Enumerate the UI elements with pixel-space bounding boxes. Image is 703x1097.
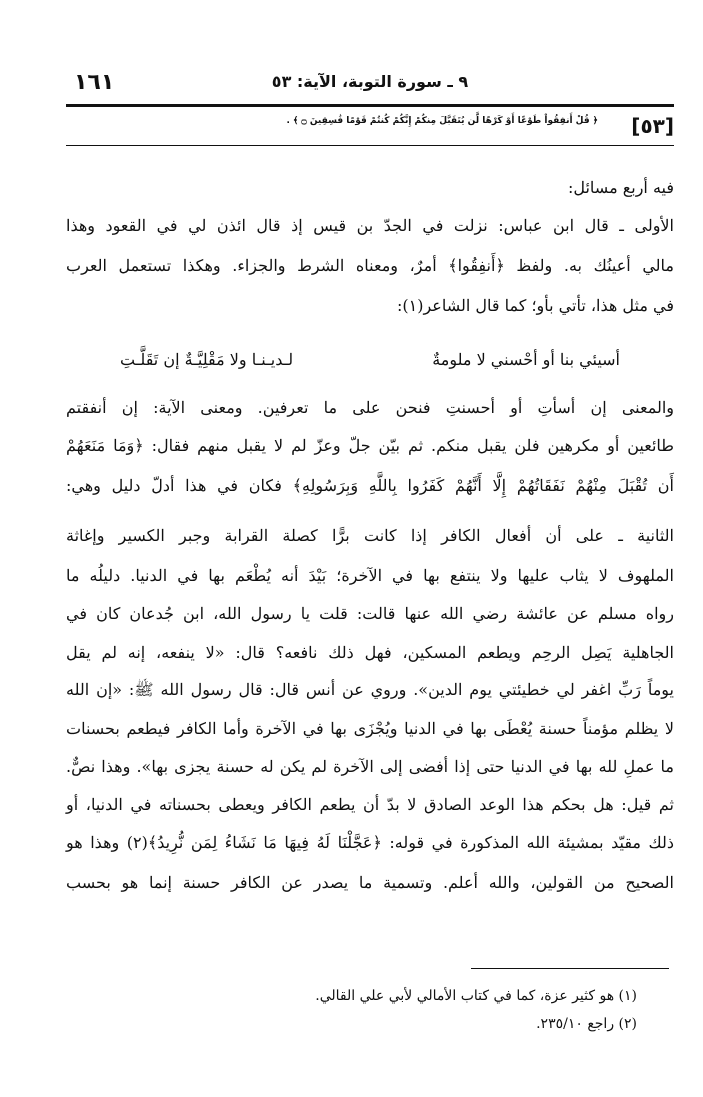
page-number: ١٦١: [74, 70, 115, 95]
poem-hemistich-second: لـديـنـا ولا مَقْلِيَّـةٌ إن تَقَلَّـتِ: [120, 350, 294, 369]
paragraph-line: يوماً رَبِّ اغفر لي خطيئتي يوم الدين». وروي عن أنس قال: قال رسول الله ﷺ: «إن الله: [66, 680, 674, 699]
running-title: ٩ ـ سورة التوبة، الآية: ٥٣: [271, 72, 469, 91]
footnote-divider: [471, 968, 669, 969]
page-header: [66, 68, 674, 98]
poem-hemistich-first: أسيئي بنا أو أحْسني لا ملومةٌ: [432, 350, 620, 369]
paragraph-line: ما عملِ لله بها في الدنيا حتى إذا أفضى إلى الآخرة لم يكن له حسنة يجزى بها». وهذا نصٌّ.: [66, 757, 674, 776]
intro-line: فيه أربع مسائل:: [567, 178, 674, 197]
paragraph-line: لا يظلم مؤمناً حسنة يُعْطَى بها في الدنيا ويُجْزَى بها في الآخرة وأما الكافر فيطعم بحسنات: [66, 719, 674, 738]
verse-heading: [66, 104, 674, 146]
paragraph-line: الثانية ـ على أن أفعال الكافر إذا كانت برًّا كصلة القرابة وجبر الكسير وإغاثة: [66, 526, 674, 545]
paragraph-line: الجاهلية يَصِل الرحِم ويطعم المسكين، فهل ذلك نافعه؟ قال: «لا ينفعه، إنه لم يقل: [66, 643, 674, 662]
paragraph-line: الصحيح من القولين، والله أعلم. وتسمية ما يصدر عن الكافر حسنة إنما هو بحسب: [66, 873, 674, 892]
verse-text: ﴿ قُلْ أَنفِقُواْ طَوْعًا أَوْ كَرْهًا لَّن يُتَقَبَّلَ مِنكُمْ إِنَّكُمْ كُنتُمْ قَوْمًا فَٰسِقِينَ ۝ ﴾ .: [286, 116, 598, 126]
paragraph-line: في مثل هذا، تأتي بأو؛ كما قال الشاعر(١):: [396, 296, 674, 315]
footnote: (١) هو كثير عزة، كما في كتاب الأمالي لأبي علي القالي.: [315, 988, 637, 1004]
paragraph-line: رواه مسلم عن عائشة رضي الله عنها قالت: قلت يا رسول الله، ابن جُدعان كان في: [66, 604, 674, 623]
paragraph-line: الملهوف لا يثاب عليها ولا ينتفع بها في الآخرة؛ بَيْدَ أنه يُطْعَم بها في الدنيا. دليلُه ما: [66, 566, 674, 585]
paragraph-line: أَن تُقْبَلَ مِنْهُمْ نَفَقَاتُهُمْ إِلَّا أَنَّهُمْ كَفَرُوا بِاللَّهِ وَبِرَسُولِهِ﴾ فكان في هذا أدلّ دليل وهي:: [66, 476, 674, 495]
paragraph-line: والمعنى إن أسأتِ أو أحسنتِ فنحن على ما تعرفين. ومعنى الآية: إن أنفقتم: [66, 398, 674, 417]
paragraph-line: الأولى ـ قال ابن عباس: نزلت في الجدّ بن قيس إذ قال ائذن لي في القعود وهذا: [66, 216, 674, 235]
paragraph-line: طائعين أو مكرهين فلن يقبل منكم. ثم بيّن جلّ وعزّ لم لا يقبل منهم فقال: ﴿وَمَا مَنَعَهُمْ: [66, 436, 674, 455]
paragraph-line: ذلك مقيّد بمشيئة الله المذكورة في قوله: ﴿عَجَّلْنَا لَهُ فِيهَا مَا نَشَاءُ لِمَن نُّرِيدُ﴾(٢) وهذا هو: [66, 833, 675, 852]
paragraph-line: مالي أعينُك به. ولفظ ﴿أَنفِقُوا﴾ أمرٌ، ومعناه الشرط والجزاء. وهكذا تستعمل العرب: [66, 256, 675, 275]
paragraph-line: ثم قيل: هل بحكم هذا الوعد الصادق لا بدّ أن يطعم الكافر ويعطى بحسناته في الدنيا، أو: [66, 795, 674, 814]
footnote: (٢) راجع ٢٣٥/١٠.: [536, 1016, 637, 1032]
verse-number: [٥٣]: [631, 114, 674, 138]
